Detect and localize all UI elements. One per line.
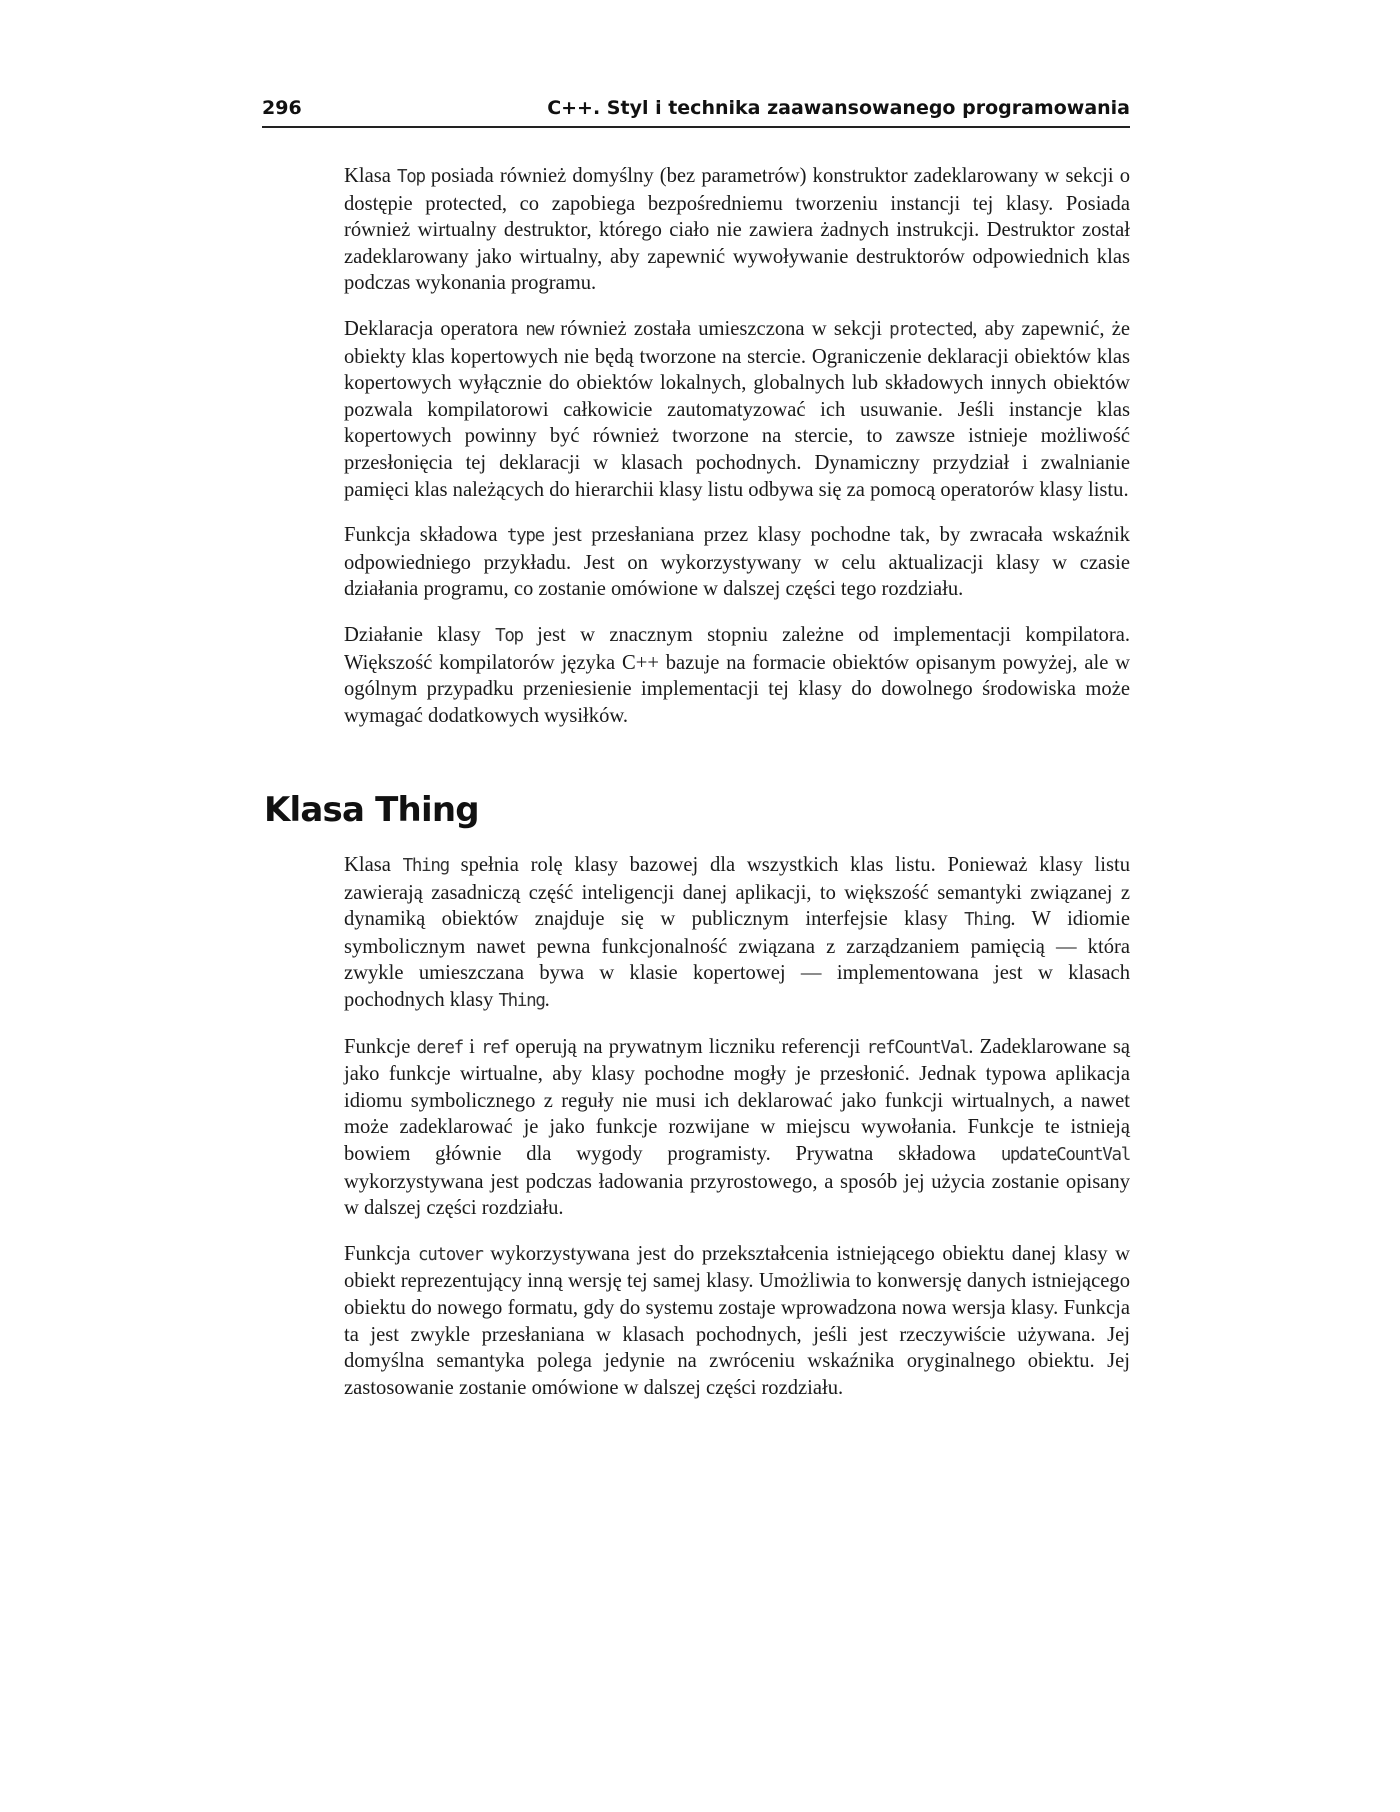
paragraph [344, 1241, 1130, 1402]
paragraph [344, 316, 1130, 503]
inline-code: cutover [417, 1244, 483, 1265]
text-run: . Zadeklarowane są jako funkcje wirtualne, aby klasy pochodne mogły je przesłonić. Jednak typowa aplikacja idiomu symbolicznego z reguły nie musi ich deklarować jako funkcji wirtualnych, a nawet może zadeklarować je jako funkcje rozwijane w miejscu wywołania. Funkcje te istnieją bowiem głównie dla wygody programisty. Prywatna składowa [344, 1035, 1130, 1165]
text-run: Klasa [344, 854, 403, 876]
page-number: 296 [262, 97, 302, 119]
text-run: wykorzystywana jest podczas ładowania przyrostowego, a sposób jej użycia zostanie opisany w dalszej części rozdziału. [344, 1170, 1130, 1220]
inline-code: Thing [498, 990, 545, 1011]
inline-code: protected [889, 319, 973, 340]
paragraph [344, 163, 1130, 297]
text-run: jest w znacznym stopniu zależne od implementacji kompilatora. Większość kompilatorów języka C++ bazuje na formacie obiektów opisanym powyżej, ale w ogólnym przypadku przeniesienie implementacji tej klasy do dowolnego środowiska może wymagać dodatkowych wysiłków. [344, 623, 1130, 727]
inline-code: new [525, 319, 554, 340]
text-run: również została umieszczona w sekcji [553, 317, 890, 340]
inline-code: updateCountVal [1000, 1144, 1130, 1165]
text-run: . W idiomie symbolicznym nawet pewna funkcjonalność związana z zarządzaniem pamięcią — która zwykle umieszczana bywa w klasie kopertowej — implementowana jest w klasach pochodnych klasy [344, 908, 1131, 1011]
text-run: operują na prywatnym liczniku referencji [508, 1035, 867, 1058]
inline-code: Top [495, 625, 523, 646]
text-run: spełnia rolę klasy bazowej dla wszystkich klas listu. Ponieważ klasy listu zawierają zasadniczą część inteligencji danej aplikacji, to większość semantyki związanej z dynamiką obiektów znajduje się w publicznym interfejsie klasy [344, 854, 1130, 931]
text-run: i [462, 1035, 482, 1058]
section-two-body [344, 852, 1130, 1420]
text-run: Funkcja [344, 1242, 418, 1265]
section-one-body [344, 163, 1130, 748]
inline-code: type [506, 526, 544, 547]
text-run: Funkcja składowa [344, 524, 507, 547]
text-run: Działanie klasy [344, 623, 496, 646]
text-run: posiada również domyślny (bez parametrów) konstruktor zadeklarowany w sekcji o dostępie protected, co zapobiega bezpośredniemu tworzeniu instancji tej klasy. Posiada również wirtualny destruktor, którego ciało nie zawiera żadnych instrukcji. Destruktor został zadeklarowany jako wirtualny, aby zapewnić wywoływanie destruktorów odpowiednich klas podczas wykonania programu. [344, 165, 1130, 295]
inline-code: refCountVal [866, 1037, 969, 1058]
text-run: . [544, 988, 550, 1011]
inline-code: Thing [402, 856, 449, 876]
paragraph [344, 1034, 1130, 1222]
inline-code: Thing [964, 910, 1011, 931]
inline-code: ref [481, 1037, 509, 1058]
inline-code: Top [397, 167, 425, 187]
text-run: jest przesłaniana przez klasy pochodne tak, by zwracała wskaźnik odpowiedniego przykładu. Jest on wykorzystywany w celu aktualizacji klasy w czasie działania programu, co zostanie omówione w dalszej części tego rozdziału. [344, 524, 1130, 601]
text-run: wykorzystywana jest do przekształcenia istniejącego obiektu danej klasy w obiekt reprezentujący inną wersję tej samej klasy. Umożliwia to konwersję danych istniejącego obiektu do nowego formatu, gdy do systemu zostaje wprowadzona nowa wersja klasy. Funkcja ta jest zwykle przesłaniana w klasach pochodnych, jeśli jest rzeczywiście używana. Jej domyślna semantyka polega jedynie na zwróceniu wskaźnika oryginalnego obiektu. Jej zastosowanie zostanie omówione w dalszej części rozdziału. [344, 1242, 1131, 1399]
text-run: , aby zapewnić, że obiekty klas kopertowych nie będą tworzone na stercie. Ograniczenie deklaracji obiektów klas kopertowych wyłącznie do obiektów lokalnych, globalnych lub składowych innych obiektów pozwala kompilatorowi całkowicie zautomatyzować ich usuwanie. Jeśli instancje klas kopertowych powinny być również tworzone na stercie, to zawsze istnieje możliwość przesłonięcia tej deklaracji w klasach pochodnych. Dynamiczny przydział i zwalnianie pamięci klas należących do hierarchii klasy listu odbywa się za pomocą operatorów klasy listu. [344, 317, 1130, 501]
book-title: C++. Styl i technika zaawansowanego programowania [547, 97, 1130, 119]
text-run: Deklaracja operatora [344, 317, 526, 340]
paragraph [344, 622, 1130, 729]
section-heading: Klasa Thing [264, 790, 479, 830]
text-run: Funkcje [344, 1035, 417, 1058]
inline-code: deref [416, 1037, 463, 1058]
text-run: Klasa [344, 165, 398, 187]
running-header [262, 96, 1130, 128]
paragraph [344, 852, 1130, 1015]
paragraph [344, 522, 1130, 603]
